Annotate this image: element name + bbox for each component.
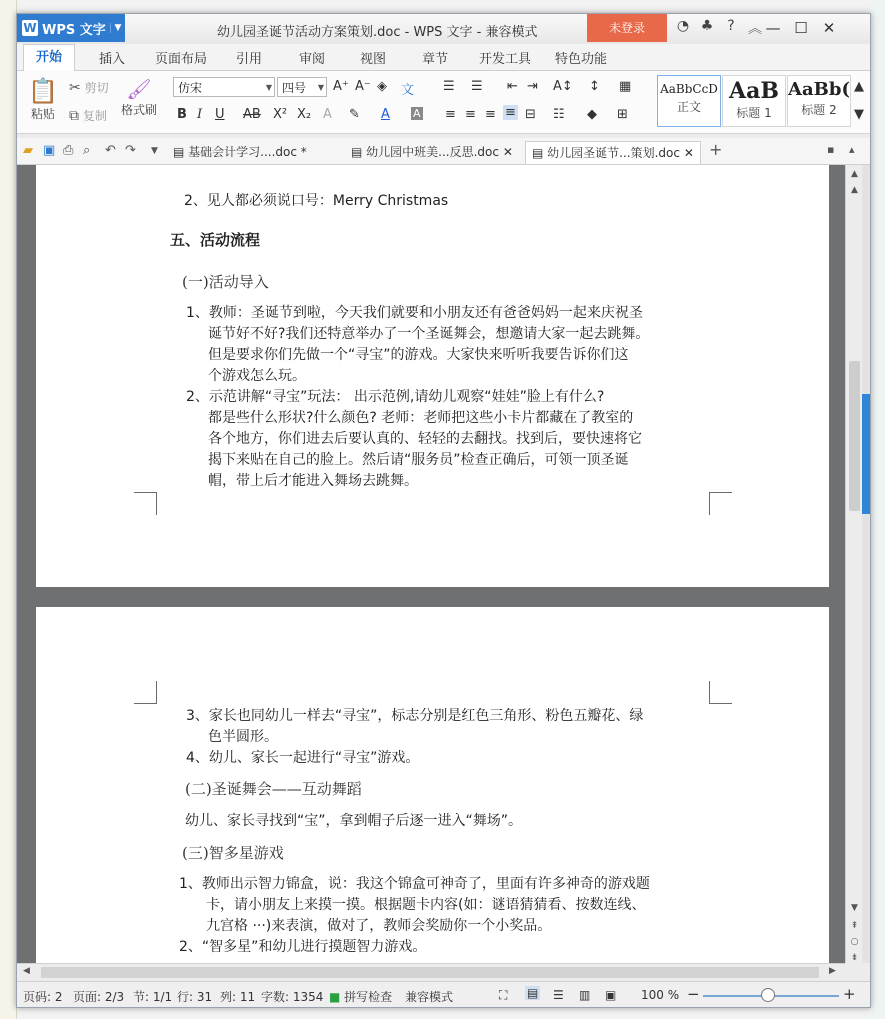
paste-label: 粘贴 [30, 107, 55, 121]
scroll-left-icon[interactable]: ◀ [23, 966, 30, 976]
text-direction-icon[interactable]: A↕ [553, 79, 573, 94]
tab-special-features[interactable]: 特色功能 [555, 52, 608, 67]
format-painter-label: 格式刷 [120, 103, 157, 117]
paragraph-line: 卡，请小朋友上来摸一摸。根据题卡内容(如：谜语猜猜看、按数连线、 [206, 897, 646, 913]
paragraph-line: 2、示范讲解“寻宝”玩法： 出示范例,请幼儿观察“娃娃”脸上有什么? [186, 389, 605, 405]
clipboard-icon: 📋 [28, 77, 58, 105]
print-icon[interactable]: ⎙ [63, 143, 74, 158]
clear-format-icon[interactable]: ◈ [377, 79, 387, 94]
reading-view-icon[interactable]: ▣ [605, 988, 617, 1002]
chevron-down-icon: ▼ [110, 23, 125, 33]
horizontal-scrollbar[interactable] [17, 963, 845, 981]
font-size-select[interactable] [277, 77, 327, 97]
font-size-value: 四号 [282, 81, 307, 95]
align-center-icon[interactable]: ≡ [465, 107, 476, 122]
tab-page-layout[interactable]: 页面布局 [155, 52, 208, 67]
scissors-icon: ✂ [69, 80, 81, 96]
align-right-icon[interactable]: ≡ [485, 107, 496, 122]
paragraph-line: 但是要求你们先做一个“寻宝”的游戏。大家快来听听我要告诉你们这 [208, 347, 629, 363]
italic-icon[interactable]: I [197, 107, 203, 122]
char-shading-icon[interactable]: A [413, 107, 421, 120]
copy-icon: ⧉ [69, 108, 79, 124]
doc-tab-3[interactable] [525, 141, 701, 164]
paragraph-line: 幼儿、家长寻找到“宝”，拿到帽子后逐一进入“舞场”。 [185, 813, 523, 829]
tab-home[interactable]: 开始 [23, 44, 75, 71]
sort-icon[interactable]: ↕ [589, 79, 600, 94]
doc-tab-1[interactable] [173, 141, 307, 163]
zoom-slider-knob[interactable] [761, 988, 775, 1002]
font-color-icon[interactable]: A [381, 107, 390, 122]
doc-icon: ▤ [351, 145, 363, 159]
zoom-in-icon[interactable]: + [843, 985, 856, 1003]
paragraph-line: 揭下来贴在自己的脸上。然后请“服务员”检查正确后，可领一顶圣诞 [208, 452, 629, 468]
web-view-icon[interactable]: ▥ [579, 988, 591, 1002]
cut-button[interactable] [69, 79, 109, 96]
superscript-icon[interactable]: X² [273, 107, 288, 122]
paragraph-line: 诞节好不好?我们还特意举办了一个圣诞舞会，想邀请大家一起去跳舞。 [208, 326, 650, 342]
close-icon[interactable]: ✕ [502, 145, 513, 159]
cut-label: 剪切 [84, 81, 109, 95]
phonetic-guide-icon[interactable]: 文 [401, 83, 415, 98]
brush-icon: 🖌 [126, 77, 152, 101]
tab-view[interactable]: 视图 [360, 52, 387, 67]
document-tab-bar [17, 138, 870, 165]
close-button[interactable]: ✕ [822, 19, 836, 37]
style-heading-2[interactable] [787, 75, 851, 127]
zoom-out-icon[interactable]: − [687, 985, 700, 1003]
decrease-indent-icon[interactable]: ⇤ [507, 79, 518, 94]
status-compat-mode: 兼容模式 [405, 990, 454, 1004]
redo-icon[interactable]: ↷ [125, 143, 136, 158]
tab-list-icon[interactable]: ▪ [827, 143, 835, 156]
new-tab-icon[interactable]: + [709, 140, 723, 159]
status-column: 列: 11 [220, 990, 256, 1004]
scroll-down-icon[interactable]: ▼ [851, 903, 858, 913]
tab-references[interactable]: 引用 [236, 52, 263, 67]
underline-icon[interactable]: U [215, 107, 225, 122]
distributed-icon[interactable]: ⊟ [525, 107, 536, 122]
style-normal-name: 正文 [676, 100, 701, 114]
wps-app-menu-button[interactable] [17, 14, 125, 42]
save-icon[interactable]: ▣ [43, 143, 56, 158]
scroll-top-icon[interactable]: ▲ [851, 169, 858, 179]
title-tools [671, 18, 767, 38]
shrink-font-icon[interactable]: A⁻ [355, 79, 371, 94]
paragraph-line: 都是些什么形状?什么颜色? 老师：老师把这些小卡片都藏在了教室的 [208, 410, 634, 426]
shading-fill-icon[interactable]: ◆ [587, 107, 597, 122]
open-folder-icon[interactable]: ▰ [23, 143, 33, 158]
vertical-scroll-thumb[interactable] [849, 361, 860, 511]
collapse-ribbon-icon[interactable]: ︽ [748, 21, 762, 37]
vertical-scrollbar[interactable] [845, 165, 863, 963]
tab-chapter[interactable]: 章节 [422, 52, 449, 67]
subsection-heading: (三)智多星游戏 [182, 844, 284, 862]
style-heading-1[interactable] [722, 75, 786, 127]
font-name-value: 仿宋 [178, 81, 203, 95]
doc-tab-2-label: 幼儿园中班美...反思.doc [366, 145, 499, 159]
prev-page-icon[interactable]: ⇞ [850, 921, 859, 931]
styles-scroll-down-icon[interactable]: ▼ [854, 107, 864, 122]
minimize-button[interactable]: — [765, 19, 781, 37]
paragraph-line: 帽，带上后才能进入舞场去跳舞。 [208, 473, 418, 489]
bold-icon[interactable]: B [177, 107, 187, 122]
increase-indent-icon[interactable]: ⇥ [527, 79, 538, 94]
style-normal[interactable] [657, 75, 721, 127]
scroll-right-icon[interactable]: ▶ [829, 966, 836, 976]
horizontal-scroll-thumb[interactable] [41, 967, 819, 978]
doc-tab-1-label: 基础会计学习....doc * [188, 145, 307, 159]
doc-icon: ▤ [173, 145, 185, 159]
side-panel-toggle[interactable] [862, 394, 870, 514]
paragraph-line: 九宫格 ···)来表演，做对了，教师会奖励你一个小奖品。 [206, 918, 552, 934]
margin-mark [709, 681, 732, 704]
margin-mark [134, 681, 157, 704]
font-name-select[interactable] [173, 77, 275, 97]
ribbon-tab-bar [17, 44, 870, 71]
status-section: 节: 1/1 [133, 990, 173, 1004]
paragraph-line: 个游戏怎么玩。 [208, 368, 306, 384]
paragraph-line: 3、家长也同幼儿一样去“寻宝”，标志分别是红色三角形、粉色五瓣花、绿 [186, 708, 644, 724]
chevron-down-icon[interactable]: ▼ [151, 146, 158, 156]
document-page-2 [36, 607, 829, 963]
strikethrough-icon[interactable]: AB [243, 107, 261, 122]
ribbon-home [17, 71, 870, 134]
list-item: 2、见人都必须说口号：Merry Christmas [184, 193, 449, 209]
check-icon: ■ [329, 990, 341, 1004]
style-heading-2-name: 标题 2 [801, 103, 837, 117]
scroll-up-icon[interactable]: ▲ [851, 185, 858, 195]
document-page-1 [36, 165, 829, 587]
paste-button[interactable] [23, 77, 63, 122]
doc-icon: ▤ [532, 146, 544, 160]
wps-logo-icon: W [23, 21, 37, 35]
login-button[interactable]: 未登录 [587, 14, 667, 42]
skin-icon[interactable]: ♣ [700, 18, 714, 34]
status-pages[interactable]: 页面: 2/3 [73, 990, 125, 1004]
subsection-heading: (一)活动导入 [182, 273, 269, 291]
title-bar [17, 14, 870, 44]
align-left-icon[interactable]: ≡ [445, 107, 456, 122]
tab-close-all-icon[interactable]: ▴ [849, 143, 855, 156]
borders-icon[interactable]: ⊞ [617, 107, 628, 122]
table-icon[interactable]: ▦ [619, 79, 632, 94]
desktop-right-strip [869, 0, 885, 1019]
style-heading-1-sample: AaB [729, 78, 779, 104]
copy-button[interactable] [69, 107, 107, 124]
maximize-button[interactable]: ☐ [794, 19, 808, 37]
close-icon[interactable]: ✕ [683, 146, 694, 160]
numbering-icon[interactable]: ☰ [471, 79, 483, 94]
outline-view-icon[interactable]: ☰ [553, 988, 564, 1002]
chevron-down-icon: ▼ [265, 83, 272, 92]
desktop-left-strip [0, 0, 17, 1019]
style-normal-sample: AaBbCcD [660, 82, 718, 96]
side-panel-strip [862, 165, 870, 963]
spell-check-label: 拼写检查 [344, 990, 393, 1004]
bullets-icon[interactable]: ☰ [443, 79, 455, 94]
highlight-icon[interactable]: ✎ [349, 107, 360, 122]
section-heading: 五、活动流程 [170, 231, 261, 249]
line-spacing-icon[interactable]: ☷ [553, 107, 565, 122]
window-controls [759, 16, 843, 40]
subscript-icon[interactable]: X₂ [297, 107, 312, 122]
fullscreen-view-icon[interactable]: ⛶ [499, 988, 508, 1002]
doc-tab-3-label: 幼儿园圣诞节...策划.doc [547, 146, 680, 160]
margin-mark [709, 492, 732, 515]
paragraph-line: 各个地方，你们进去后要认真的、轻轻的去翻找。找到后，要快速将它 [208, 431, 642, 447]
text-effect-icon[interactable]: A [323, 107, 332, 122]
paragraph-line: 色半圆形。 [208, 729, 278, 745]
tab-review[interactable]: 审阅 [299, 52, 326, 67]
chevron-down-icon: ▼ [317, 83, 324, 92]
style-heading-1-name: 标题 1 [736, 106, 772, 120]
print-preview-icon[interactable]: ⌕ [83, 143, 91, 158]
doc-tab-2[interactable] [351, 141, 513, 163]
styles-scroll-up-icon[interactable]: ▲ [854, 79, 864, 94]
help-button[interactable]: ? [727, 18, 735, 34]
style-heading-2-sample: AaBb( [788, 79, 850, 100]
tab-developer[interactable]: 开发工具 [479, 52, 532, 67]
status-word-count[interactable]: 字数: 1354 [261, 990, 324, 1004]
feedback-icon[interactable]: ◔ [676, 18, 690, 34]
copy-label: 复制 [82, 109, 107, 123]
paragraph-line: 2、“智多星”和幼儿进行摸题智力游戏。 [179, 939, 427, 955]
paragraph-line: 4、幼儿、家长一起进行“寻宝”游戏。 [186, 750, 420, 766]
status-page-number: 页码: 2 [23, 990, 63, 1004]
subsection-heading: (二)圣诞舞会——互动舞蹈 [185, 780, 362, 798]
paragraph-line: 1、教师：圣诞节到啦，今天我们就要和小朋友还有爸爸妈妈一起来庆祝圣 [186, 305, 643, 321]
page-view-icon[interactable]: ▤ [527, 986, 539, 1000]
justify-icon[interactable]: ≡ [505, 105, 516, 120]
undo-icon[interactable]: ↶ [105, 143, 116, 158]
status-row: 行: 31 [177, 990, 213, 1004]
format-painter-button[interactable] [117, 77, 161, 118]
paragraph-line: 1、教师出示智力锦盒，说：我这个锦盒可神奇了，里面有许多神奇的游戏题 [179, 876, 650, 892]
wps-menu-label: WPS 文字 [42, 22, 106, 38]
select-browse-object-icon[interactable]: ○ [850, 937, 859, 947]
document-canvas[interactable] [17, 165, 845, 963]
grow-font-icon[interactable]: A⁺ [333, 79, 349, 94]
margin-mark [134, 492, 157, 515]
zoom-level[interactable]: 100 % [641, 988, 680, 1002]
tab-insert[interactable]: 插入 [99, 52, 126, 67]
next-page-icon[interactable]: ⇟ [850, 953, 859, 963]
window-title: 幼儿园圣诞节活动方案策划.doc - WPS 文字 - 兼容模式 [217, 25, 538, 40]
status-bar [17, 981, 870, 1008]
wps-writer-window [16, 13, 871, 1008]
spell-check-toggle[interactable] [329, 988, 392, 1005]
